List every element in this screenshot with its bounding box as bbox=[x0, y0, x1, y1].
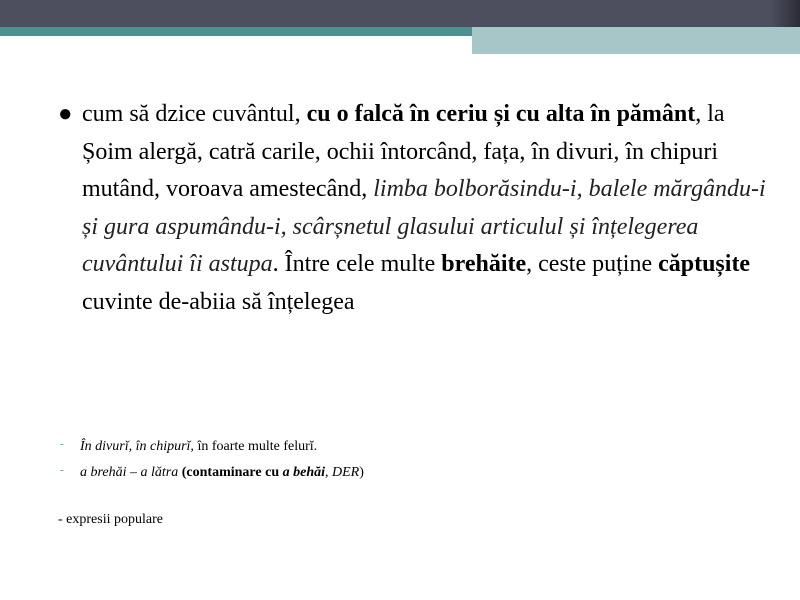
notes-list bbox=[58, 434, 758, 486]
text-segment: cum să dzice cuvântul, bbox=[82, 101, 307, 127]
note-text: în foarte multe felurĭ. bbox=[193, 439, 318, 454]
note-italic: DER bbox=[332, 465, 360, 480]
text-segment: , ceste puține bbox=[526, 251, 659, 277]
note-bold-italic: a behăi bbox=[282, 465, 325, 480]
bold-phrase: cu o falcă în ceriu și cu alta în pământ bbox=[306, 101, 696, 127]
note-text: ) bbox=[359, 465, 364, 480]
text-segment: . Între cele multe bbox=[272, 251, 442, 277]
text-segment: cuvinte de-abiia să înțelegea bbox=[82, 288, 355, 315]
text-segment: , la Șoim alergă, catră carile, ochii întorcând, fața, în divuri, în chipuri mutând, voroava amestecând, bbox=[82, 101, 725, 202]
dash-icon: - bbox=[60, 464, 64, 476]
dash-icon: - bbox=[60, 438, 64, 450]
main-paragraph bbox=[58, 96, 768, 321]
italic-phrase: limba bolborăsindu-i, balele mărgându-i și gura aspumându-i, scârșnetul glasului articulul și înțelegerea cuvântului îi astupa bbox=[82, 176, 766, 277]
header-band-dark bbox=[0, 0, 800, 27]
note-italic: a brehăi – a lătra bbox=[80, 465, 179, 480]
bullet-icon: ● bbox=[58, 101, 73, 127]
note-item bbox=[58, 434, 758, 460]
note-bold: (contaminare cu bbox=[178, 465, 283, 480]
note-item bbox=[58, 460, 758, 486]
header-band-light bbox=[472, 27, 800, 54]
note-italic: În divurĭ, în chipurĭ, bbox=[80, 439, 194, 454]
main-bullet-text bbox=[58, 96, 768, 321]
note-text: , bbox=[325, 465, 332, 480]
header-band-shadow bbox=[770, 0, 800, 27]
bold-word: căptușite bbox=[658, 251, 751, 277]
footer-text: - expresii populare bbox=[58, 512, 163, 527]
bold-word: brehăite bbox=[441, 251, 527, 277]
